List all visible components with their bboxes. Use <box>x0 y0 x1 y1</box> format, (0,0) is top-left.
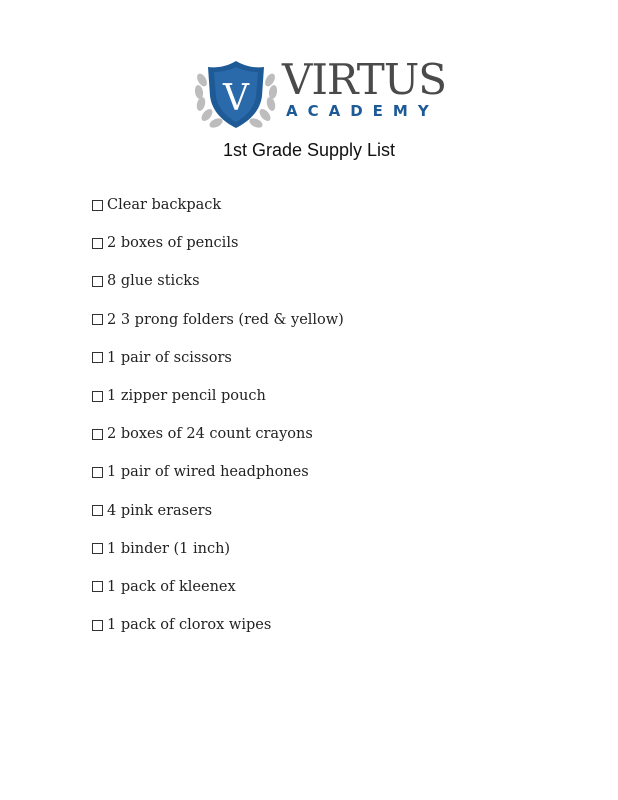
list-item <box>92 262 344 300</box>
item-label: 1 pack of kleenex <box>107 578 236 595</box>
list-item <box>92 224 344 262</box>
shield-laurel-icon <box>192 58 280 130</box>
checkbox[interactable] <box>92 543 103 554</box>
checkbox[interactable] <box>92 505 103 516</box>
item-label: 1 zipper pencil pouch <box>107 388 266 405</box>
item-label: 2 3 prong folders (red & yellow) <box>107 311 344 328</box>
item-label: 8 glue sticks <box>107 273 200 290</box>
item-label: 2 boxes of 24 count crayons <box>107 426 313 443</box>
virtus-academy-logo <box>192 55 446 130</box>
wordmark <box>282 55 446 120</box>
list-item <box>92 339 344 377</box>
logo-name-academy: ACADEMY <box>286 102 439 120</box>
checkbox[interactable] <box>92 391 103 402</box>
list-item <box>92 453 344 491</box>
checkbox[interactable] <box>92 352 103 363</box>
item-label: 4 pink erasers <box>107 502 213 519</box>
item-label: 2 boxes of pencils <box>107 235 239 252</box>
item-label: 1 binder (1 inch) <box>107 540 231 557</box>
item-label: 1 pair of wired headphones <box>107 464 309 481</box>
checkbox[interactable] <box>92 581 103 592</box>
list-item <box>92 606 344 644</box>
item-label: 1 pair of scissors <box>107 349 232 366</box>
list-item <box>92 415 344 453</box>
list-item <box>92 492 344 530</box>
logo-name-virtus: VIRTUS <box>282 55 446 104</box>
checkbox[interactable] <box>92 467 103 478</box>
checkbox[interactable] <box>92 620 103 631</box>
list-item <box>92 530 344 568</box>
item-label: Clear backpack <box>107 197 222 214</box>
list-item <box>92 301 344 339</box>
checkbox[interactable] <box>92 314 103 325</box>
list-item <box>92 568 344 606</box>
checkbox[interactable] <box>92 238 103 249</box>
list-item <box>92 186 344 224</box>
item-label: 1 pack of clorox wipes <box>107 617 272 634</box>
list-item <box>92 377 344 415</box>
supply-list <box>92 186 344 644</box>
checkbox[interactable] <box>92 276 103 287</box>
svg-text:V: V <box>223 78 249 119</box>
checkbox[interactable] <box>92 200 103 211</box>
page-title: 1st Grade Supply List <box>222 140 396 160</box>
checkbox[interactable] <box>92 429 103 440</box>
